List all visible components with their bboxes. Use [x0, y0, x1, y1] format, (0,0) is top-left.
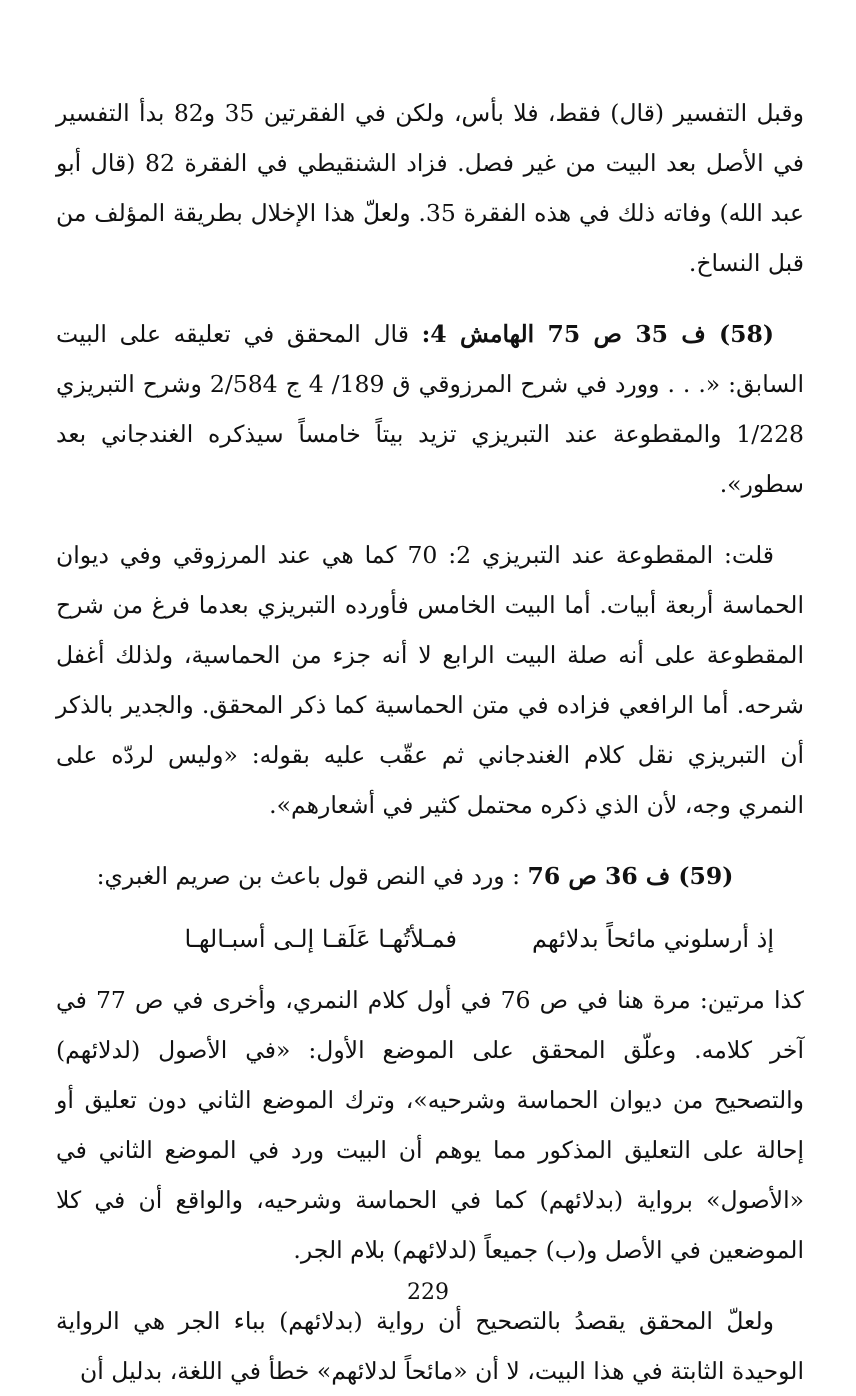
page-number: 229	[407, 1280, 449, 1305]
note-59	[56, 851, 804, 901]
paragraph-text: ولعلّ المحقق يقصدُ بالتصحيح أن رواية (بدلائهم) بباء الجر هي الرواية الوحيدة الثابتة في هذا البيت، لا أن «مائحاً لدلائهم» خطأ في اللغة، بدليل أن	[56, 1307, 804, 1385]
verse-first-hemistich: إذ أرسلوني مائحاً بدلائهم	[532, 925, 774, 953]
paragraph-6	[56, 1296, 804, 1396]
verse-second-hemistich: فمـلأتُهـا عَلَقـا إلـى أسبـالهـا	[184, 925, 457, 953]
paragraph-5	[56, 975, 804, 1275]
paragraph-text: قال المحقق في تعليقه على البيت السابق: «. . . وورد في شرح المرزوقي ق 189/ 4 ج 2/584 وشرح التبريزي 1/228 والمقطوعة عند التبريزي تزيد بيتاً خامساً سيذكره الغندجاني بعد سطور».	[56, 320, 805, 498]
note-reference: (58) ف 35 ص 75 الهامش 4:	[421, 320, 774, 348]
paragraph-text: : ورد في النص قول باعث بن صريم الغبري:	[96, 862, 528, 890]
paragraph-text: وقبل التفسير (قال) فقط، فلا بأس، ولكن في الفقرتين 35 و82 بدأ التفسير في الأصل بعد البيت من غير فصل. فزاد الشنقيطي في الفقرة 82 (قال أبو عبد الله) وفاته ذلك في هذه الفقرة 35. ولعلّ هذا الإخلال بطريقة المؤلف من قبل النساخ.	[56, 99, 804, 277]
paragraph-text: كذا مرتين: مرة هنا في ص 76 في أول كلام النمري، وأخرى في ص 77 في آخر كلامه. وعلّق المحقق على الموضع الأول: «في الأصول (لدلائهم) والتصحيح من ديوان الحماسة وشرحيه»، وترك الموضع الثاني دون تعليق أو إحالة على التعليق المذكور مما يوهم أن البيت ورد في الموضع الثاني في «الأصول» برواية (بدلائهم) كما في الحماسة وشرحيه، والواقع أن في كلا الموضعين في الأصل و(ب) جميعاً (لدلائهم) بلام الجر.	[56, 986, 804, 1264]
paragraph-1	[56, 88, 804, 288]
poetry-verse	[56, 914, 804, 964]
note-reference: (59) ف 36 ص 76	[527, 862, 734, 890]
note-58	[56, 309, 804, 509]
paragraph-3	[56, 530, 804, 830]
paragraph-text: قلت: المقطوعة عند التبريزي 2: 70 كما هي عند المرزوقي وفي ديوان الحماسة أربعة أبيات. أما البيت الخامس فأورده التبريزي بعدما فرغ من شرح المقطوعة على أنه صلة البيت الرابع لا أنه جزء من الحماسية، ولذلك أغفل شرحه. أما الرافعي فزاده في متن الحماسية كما ذكر المحقق. والجدير بالذكر أن التبريزي نقل كلام الغندجاني ثم عقّب عليه بقوله: «وليس لردّه على النمري وجه، لأن الذي ذكره محتمل كثير في أشعارهم».	[56, 541, 804, 819]
